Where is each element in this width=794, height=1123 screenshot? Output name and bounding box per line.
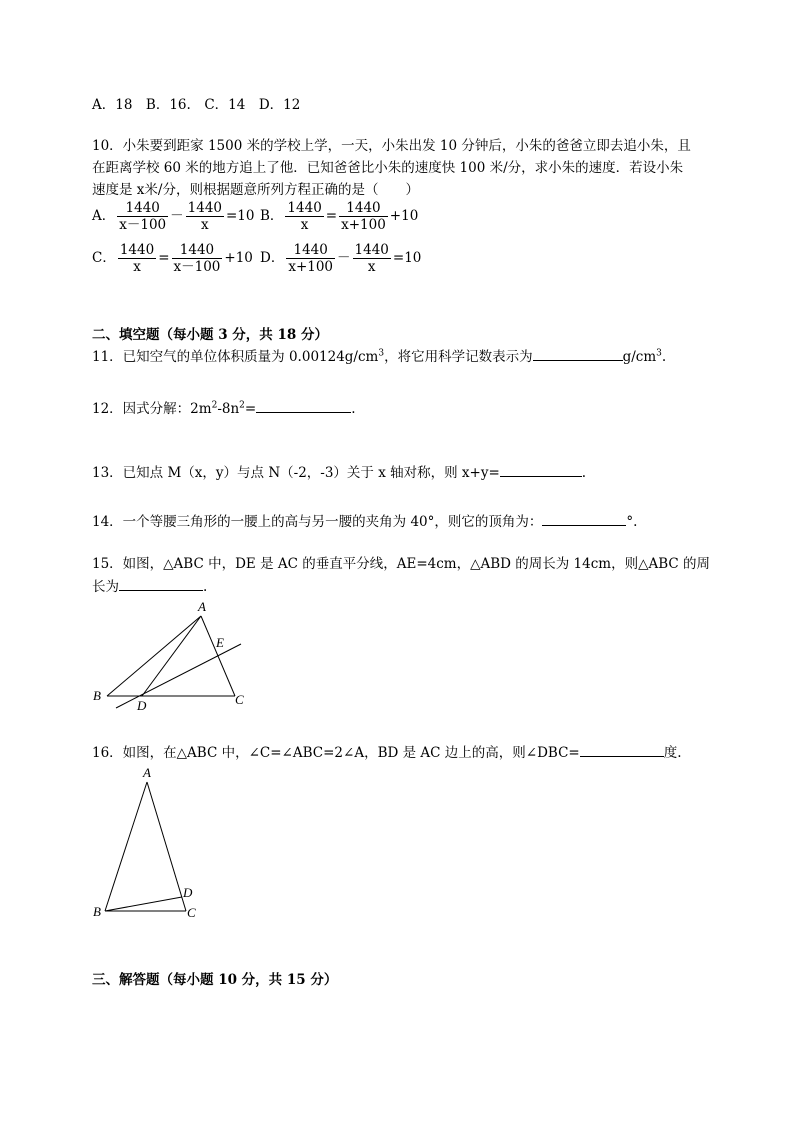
- fig15-label-e: E: [216, 635, 224, 650]
- fig16-altitude-bd: [105, 897, 182, 911]
- q13-answer-blank[interactable]: [500, 462, 582, 477]
- fig15-label-b: B: [93, 688, 101, 703]
- q12: 12．因式分解：$2m^2-8n^2=$ .: [92, 398, 356, 419]
- fig15-segment-ad: [142, 616, 201, 696]
- fig16-side-ab: [105, 782, 147, 911]
- q15-line2: 长为 .: [92, 576, 207, 597]
- q9-options: A．18 B．16. C．14 D．12: [92, 97, 301, 113]
- fig15-label-a: A: [198, 599, 206, 614]
- fig16-label-c: C: [187, 905, 196, 920]
- section2-title: 二、填空题（每小题 3 分，共 18 分）: [92, 327, 328, 343]
- q13: 13．已知点 M（x，y）与点 N（-2，-3）关于 x 轴对称，则 x+y= .: [92, 462, 586, 483]
- q10-line2: 在距离学校 60 米的地方追上了他．已知爸爸比小朱的速度快 100 米/分，求小朱的速度．若设小朱: [92, 160, 684, 176]
- q15-line1: 15．如图，△ABC 中，DE 是 AC 的垂直平分线，AE=4cm，△ABD 的周长为 14cm，则△ABC 的周: [92, 556, 711, 572]
- q11-answer-blank[interactable]: [533, 346, 623, 361]
- q16: 16．如图，在△ABC 中，∠C=∠ABC=2∠A，BD 是 AC 边上的高，则∠DBC= 度.: [92, 742, 682, 763]
- q14-answer-blank[interactable]: [542, 511, 626, 526]
- fig16-label-a: A: [143, 765, 151, 780]
- q10-option-b: B． $\frac{1440}{x}$ = $\frac{1440}{x+100}$ +10: [260, 200, 419, 233]
- q16-answer-blank[interactable]: [580, 742, 664, 757]
- figure-q15: [85, 596, 255, 716]
- q12-answer-blank[interactable]: [256, 398, 351, 413]
- fig15-label-c: C: [235, 692, 244, 707]
- figure-q16: [88, 764, 218, 924]
- fig15-line-de: [116, 644, 241, 708]
- fig15-label-d: D: [137, 698, 147, 713]
- fig16-label-b: B: [93, 904, 101, 919]
- q10-option-d: D． $\frac{1440}{x+100}$ － $\frac{1440}{x}$ =10: [260, 242, 422, 275]
- q11: 11．已知空气的单位体积质量为 $0.00124g/cm^3$，将它用科学记数表示为 $g/cm^3$.: [92, 346, 666, 367]
- q10-option-a: A． $\frac{1440}{x-100}$ － $\frac{1440}{x}$ =10: [92, 200, 255, 233]
- q10-line1: 10．小朱要到距家 1500 米的学校上学，一天，小朱出发 10 分钟后，小朱的爸爸立即去追小朱，且: [92, 138, 691, 154]
- fig16-label-d: D: [183, 885, 193, 900]
- fig16-side-ac: [147, 782, 186, 911]
- q15-answer-blank[interactable]: [119, 576, 203, 591]
- q14: 14．一个等腰三角形的一腰上的高与另一腰的夹角为 40°，则它的顶角为： °.: [92, 511, 637, 532]
- fig15-side-ab: [107, 616, 201, 696]
- section3-title: 三、解答题（每小题 10 分，共 15 分）: [92, 972, 338, 988]
- q10-line3: 速度是 x米/分，则根据题意所列方程正确的是（ ）: [92, 182, 419, 198]
- q10-option-c: C． $\frac{1440}{x}$ = $\frac{1440}{x-100}$ +10: [92, 242, 253, 275]
